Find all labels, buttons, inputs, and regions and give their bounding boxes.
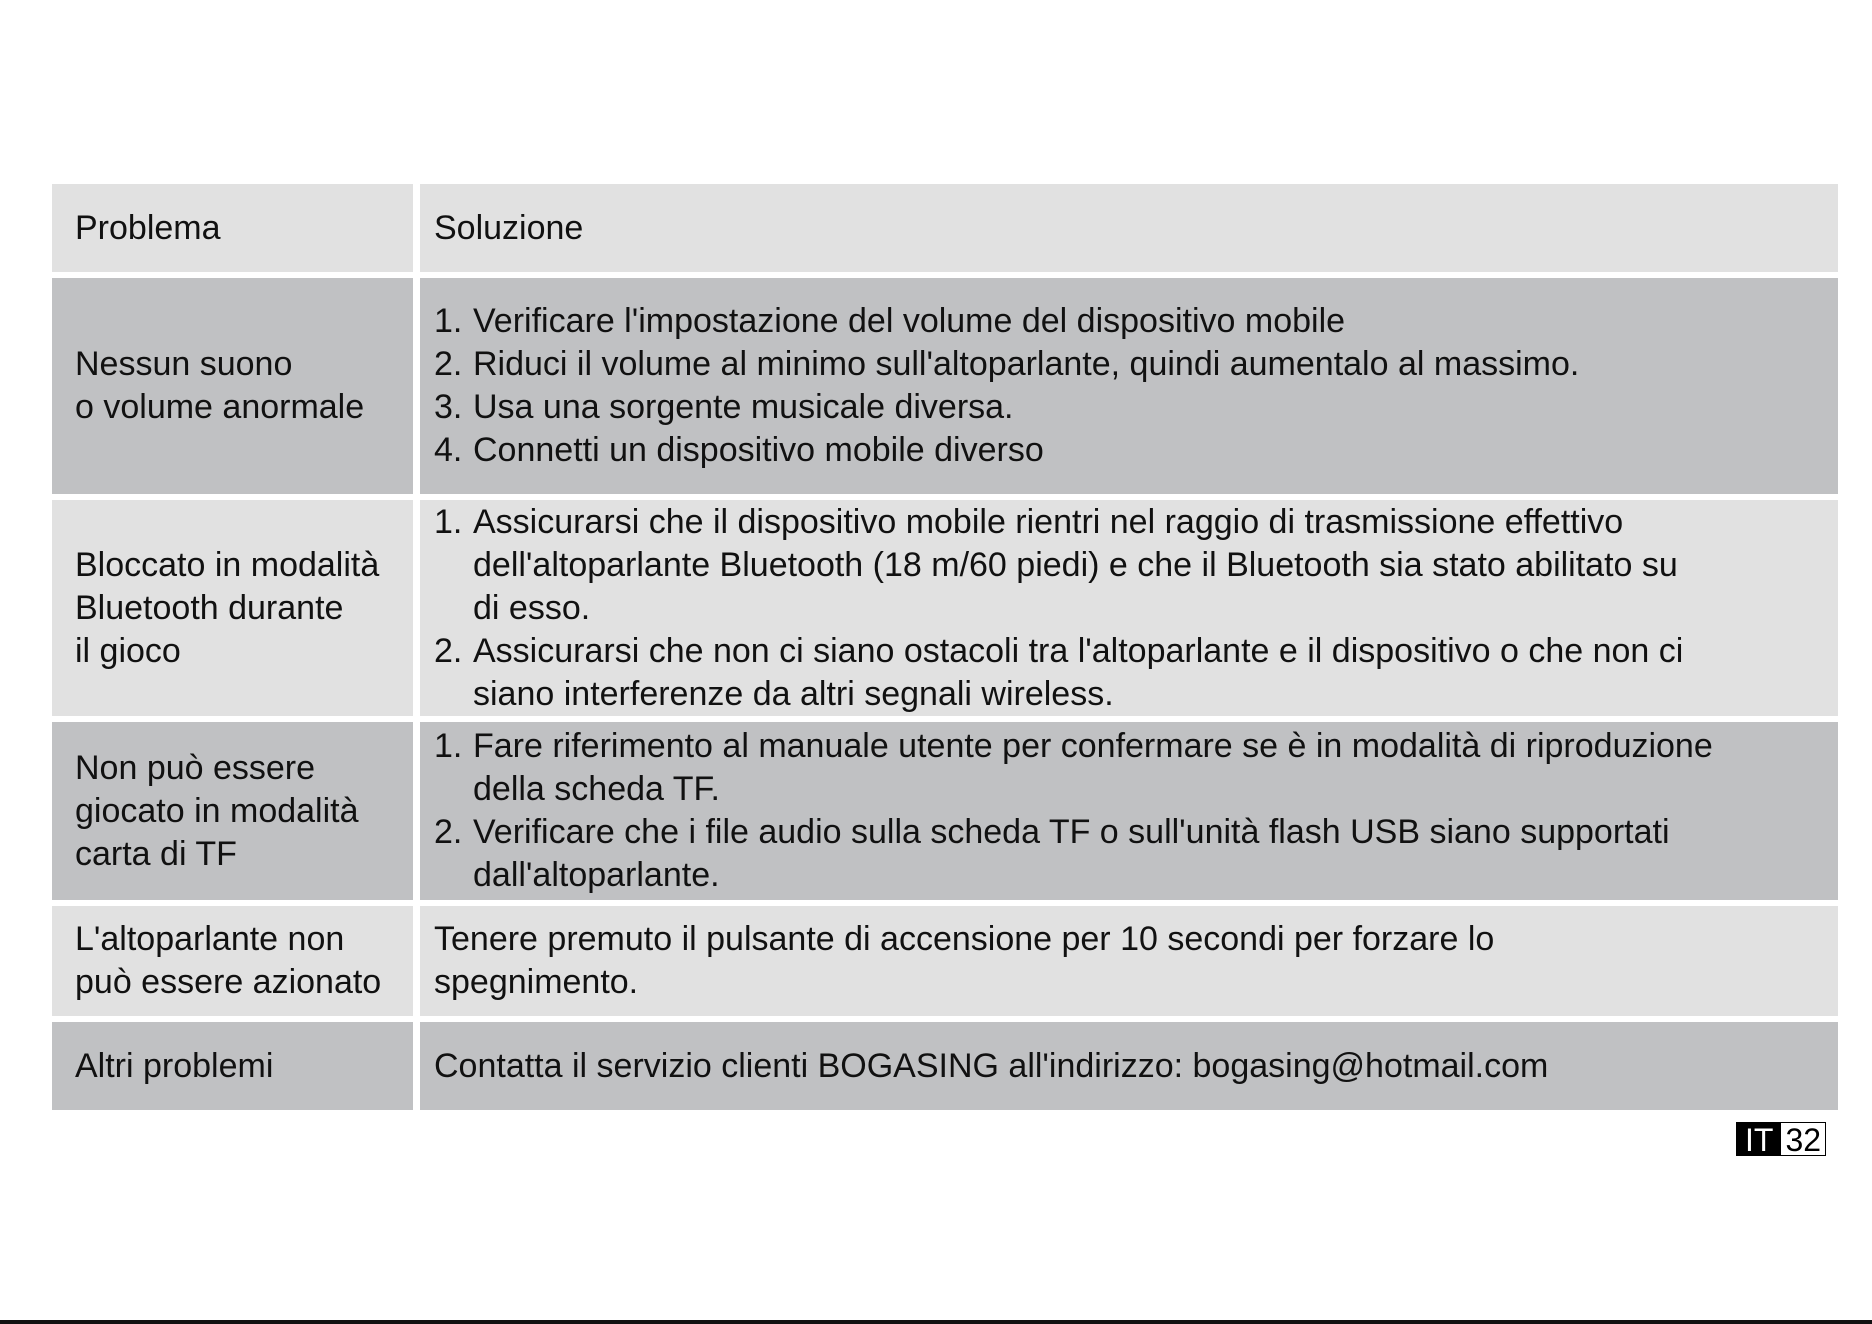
solution-cell: Tenere premuto il pulsante di accensione per 10 secondi per forzare lo spegnimento. (420, 906, 1838, 1016)
solution-steps (434, 501, 1683, 716)
problem-cell: Altri problemi (52, 1022, 413, 1110)
step-number: 2. (434, 631, 463, 670)
solution-steps (434, 725, 1713, 897)
problem-cell: L'altoparlante non può essere azionato (52, 906, 413, 1016)
step-number: 1. (434, 502, 463, 541)
step-text: Usa una sorgente musicale diversa. (473, 388, 1014, 426)
solution-cell (420, 722, 1838, 900)
step-text: Connetti un dispositivo mobile diverso (473, 431, 1044, 469)
step-number: 4. (434, 431, 463, 469)
step-text: Verificare l'impostazione del volume del dispositivo mobile (473, 302, 1346, 340)
step-number: 2. (434, 813, 463, 851)
step-number: 2. (434, 345, 463, 383)
step-number: 1. (434, 727, 463, 765)
solution-cell: Contatta il servizio clienti BOGASING all'indirizzo: bogasing@hotmail.com (420, 1022, 1838, 1110)
problem-cell: Nessun suono o volume anormale (52, 278, 413, 494)
page-number-badge (1736, 1122, 1826, 1156)
solution-step (434, 811, 1713, 897)
solution-step (434, 630, 1683, 716)
solution-step (434, 386, 1579, 429)
step-text: Assicurarsi che non ci siano ostacoli tra l'altoparlante e il dispositivo o che non ci siano interferenze da altri segnali wireless. (473, 631, 1684, 713)
solution-steps (434, 300, 1579, 472)
solution-step (434, 725, 1713, 811)
step-text: Riduci il volume al minimo sull'altoparlante, quindi aumentalo al massimo. (473, 345, 1580, 383)
step-text: Assicurarsi che il dispositivo mobile rientri nel raggio di trasmissione effettivo dell'altoparlante Bluetooth (18 m/60 piedi) e che il Bluetooth sia stato abilitato su di esso. (473, 502, 1678, 627)
solution-step (434, 501, 1683, 630)
language-code: IT (1737, 1123, 1781, 1155)
step-number: 3. (434, 388, 463, 426)
header-problem: Problema (52, 184, 413, 272)
troubleshooting-table (52, 184, 1838, 1110)
problem-cell: Non può essere giocato in modalità carta di TF (52, 722, 413, 900)
solution-step (434, 300, 1579, 343)
bottom-rule (0, 1320, 1872, 1324)
solution-step (434, 429, 1579, 472)
step-text: Fare riferimento al manuale utente per confermare se è in modalità di riproduzione della scheda TF. (473, 727, 1713, 808)
page-number: 32 (1781, 1123, 1825, 1155)
step-text: Verificare che i file audio sulla scheda TF o sull'unità flash USB siano supportati dall'altoparlante. (473, 813, 1670, 894)
step-number: 1. (434, 302, 463, 340)
header-solution: Soluzione (420, 184, 1838, 272)
solution-cell (420, 500, 1838, 716)
solution-step (434, 343, 1579, 386)
solution-cell (420, 278, 1838, 494)
problem-cell: Bloccato in modalità Bluetooth durante il gioco (52, 500, 413, 716)
